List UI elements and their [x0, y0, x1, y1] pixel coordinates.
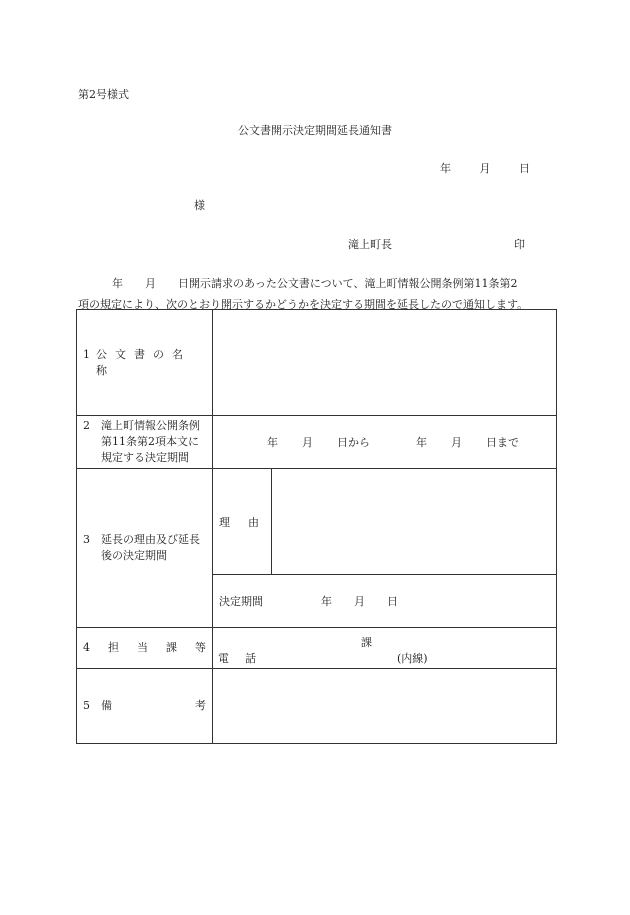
row1-num: 1 [83, 347, 90, 361]
row4-char: 課 [166, 641, 177, 654]
period-from: 日から [337, 436, 370, 449]
seal-mark: 印 [514, 238, 525, 251]
notice-month: 月 [145, 277, 156, 290]
extended-period-label: 決定期間 [219, 595, 263, 608]
period-year-2: 年 [416, 436, 427, 449]
period-to: 日まで [486, 436, 519, 449]
row4-num: 4 [83, 641, 90, 654]
date-day: 日 [519, 162, 530, 175]
date-year: 年 [440, 162, 451, 175]
remarks-field[interactable] [213, 669, 557, 744]
row5-char: 備 [101, 699, 112, 712]
period-month: 月 [302, 436, 313, 449]
row3-label-line: 延長の理由及び延長 [101, 533, 200, 546]
date-month: 月 [479, 162, 491, 175]
row2-label-line: 規定する決定期間 [101, 451, 189, 464]
document-title: 公文書開示決定期間延長通知書 [238, 124, 392, 137]
notice-table [76, 309, 557, 744]
table-row [77, 669, 557, 744]
original-period-field[interactable] [213, 416, 557, 469]
document-name-field[interactable] [213, 310, 557, 416]
ext-day: 日 [387, 595, 398, 608]
recipient-suffix: 様 [194, 199, 205, 212]
phone-char: 電 [218, 652, 229, 665]
reason-label [213, 469, 272, 575]
row3-label [77, 469, 213, 628]
ext-month: 月 [354, 595, 365, 608]
notice-year: 年 [112, 277, 123, 290]
table-row [77, 416, 557, 469]
row4-char: 当 [137, 641, 148, 654]
row1-label [77, 310, 213, 416]
notice-line2: 項の規定により、次のとおり開示するかどうかを決定する期間を延長したので通知します。 [78, 298, 529, 311]
row2-label-line: 滝上町情報公開条例 [101, 419, 200, 432]
issuer: 滝上町長 [348, 238, 392, 251]
row5-char: 考 [195, 699, 206, 712]
table-row [77, 469, 557, 575]
period-year: 年 [267, 436, 278, 449]
row2-label-line: 第11条第2項本文に [101, 435, 199, 448]
form-number: 第2号様式 [78, 88, 129, 101]
section-label: 課 [361, 636, 372, 649]
row1-label-text: 公文書の名称 [96, 347, 191, 377]
row2-label [77, 416, 213, 469]
row4-label [77, 628, 213, 669]
row3-num: 3 [83, 533, 90, 546]
extension-label: (内線) [397, 652, 428, 665]
notice-line1: 日開示請求のあった公文書について、滝上町情報公開条例第11条第2 [178, 277, 518, 290]
row4-char: 担 [108, 641, 119, 654]
table-row [77, 310, 557, 416]
reason-char: 理 [219, 515, 230, 529]
row5-label [77, 669, 213, 744]
extended-period-field[interactable] [213, 575, 557, 628]
table-row [77, 628, 557, 669]
row5-num: 5 [83, 699, 90, 712]
row3-label-line: 後の決定期間 [101, 549, 167, 562]
phone-char: 話 [245, 652, 256, 665]
contact-field[interactable] [213, 628, 557, 669]
date-line [440, 160, 530, 176]
reason-field[interactable] [272, 469, 557, 575]
ext-year: 年 [321, 595, 332, 608]
row2-num: 2 [83, 419, 90, 432]
row4-char: 等 [195, 641, 206, 654]
phone-label [218, 650, 256, 666]
reason-char: 由 [248, 515, 259, 529]
period-month-2: 月 [451, 436, 462, 449]
